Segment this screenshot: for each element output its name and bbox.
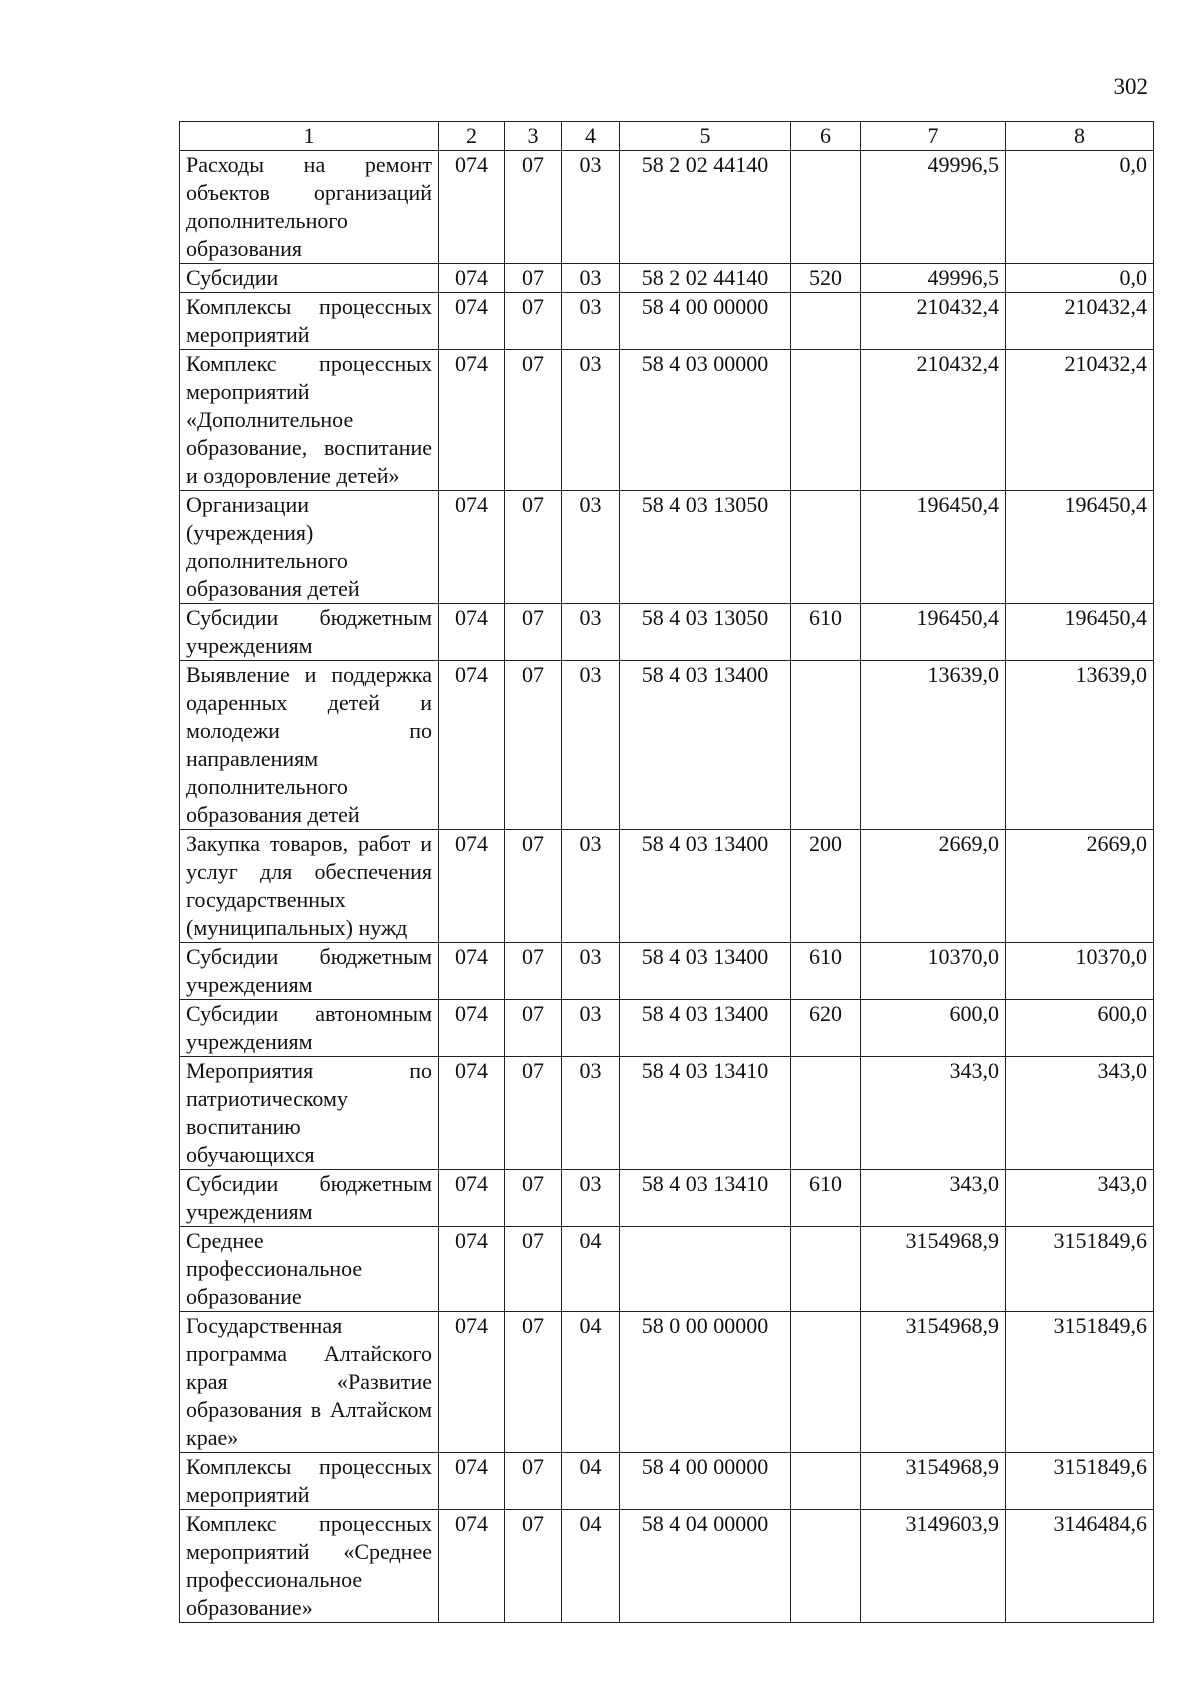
row-col-6 xyxy=(791,1057,861,1170)
row-col-6 xyxy=(791,1510,861,1623)
row-col-4: 03 xyxy=(562,943,620,1000)
row-col-5: 58 4 03 13400 xyxy=(620,1000,791,1057)
row-col-5 xyxy=(620,1227,791,1312)
table-row xyxy=(180,151,1154,264)
row-col-3: 07 xyxy=(505,661,562,830)
row-col-2: 074 xyxy=(439,830,505,943)
table-row xyxy=(180,830,1154,943)
row-col-5: 58 4 00 00000 xyxy=(620,1453,791,1510)
table-row xyxy=(180,1000,1154,1057)
row-col-7: 343,0 xyxy=(861,1057,1006,1170)
header-col-3: 3 xyxy=(505,122,562,151)
row-col-7: 196450,4 xyxy=(861,491,1006,604)
row-col-4: 03 xyxy=(562,1000,620,1057)
row-col-5: 58 2 02 44140 xyxy=(620,264,791,293)
row-col-2: 074 xyxy=(439,1057,505,1170)
row-col-5: 58 4 03 13410 xyxy=(620,1057,791,1170)
row-col-2: 074 xyxy=(439,1312,505,1453)
row-col-4: 03 xyxy=(562,661,620,830)
table-row xyxy=(180,491,1154,604)
row-col-3: 07 xyxy=(505,1057,562,1170)
row-col-7: 49996,5 xyxy=(861,151,1006,264)
header-col-6: 6 xyxy=(791,122,861,151)
row-col-8: 210432,4 xyxy=(1006,293,1154,350)
row-name: Государственная программа Алтайского края «Развитие образования в Алтайском крае» xyxy=(180,1312,439,1453)
row-col-5: 58 0 00 00000 xyxy=(620,1312,791,1453)
row-col-4: 04 xyxy=(562,1510,620,1623)
row-col-4: 04 xyxy=(562,1312,620,1453)
row-col-6 xyxy=(791,661,861,830)
row-col-3: 07 xyxy=(505,1170,562,1227)
row-col-8: 3146484,6 xyxy=(1006,1510,1154,1623)
row-name: Субсидии бюджетным учреждениям xyxy=(180,943,439,1000)
row-col-7: 3154968,9 xyxy=(861,1227,1006,1312)
row-col-7: 343,0 xyxy=(861,1170,1006,1227)
row-col-3: 07 xyxy=(505,604,562,661)
row-col-8: 210432,4 xyxy=(1006,350,1154,491)
row-col-3: 07 xyxy=(505,830,562,943)
row-col-8: 0,0 xyxy=(1006,151,1154,264)
row-col-3: 07 xyxy=(505,151,562,264)
row-name: Мероприятия по патриотическому воспитанию обучающихся xyxy=(180,1057,439,1170)
row-col-3: 07 xyxy=(505,1312,562,1453)
row-col-4: 03 xyxy=(562,264,620,293)
row-col-7: 10370,0 xyxy=(861,943,1006,1000)
row-col-8: 600,0 xyxy=(1006,1000,1154,1057)
row-name: Субсидии бюджетным учреждениям xyxy=(180,1170,439,1227)
row-col-7: 210432,4 xyxy=(861,350,1006,491)
row-col-2: 074 xyxy=(439,264,505,293)
row-col-7: 3154968,9 xyxy=(861,1453,1006,1510)
row-col-8: 196450,4 xyxy=(1006,491,1154,604)
row-col-6 xyxy=(791,1453,861,1510)
row-col-8: 3151849,6 xyxy=(1006,1227,1154,1312)
row-col-5: 58 4 03 13400 xyxy=(620,943,791,1000)
row-col-8: 343,0 xyxy=(1006,1057,1154,1170)
row-col-3: 07 xyxy=(505,491,562,604)
row-col-6: 200 xyxy=(791,830,861,943)
table-row xyxy=(180,1057,1154,1170)
table-row xyxy=(180,1227,1154,1312)
row-col-8: 3151849,6 xyxy=(1006,1312,1154,1453)
row-col-2: 074 xyxy=(439,1170,505,1227)
row-col-4: 03 xyxy=(562,350,620,491)
row-col-8: 13639,0 xyxy=(1006,661,1154,830)
row-col-8: 196450,4 xyxy=(1006,604,1154,661)
row-col-5: 58 4 00 00000 xyxy=(620,293,791,350)
row-col-2: 074 xyxy=(439,661,505,830)
row-col-3: 07 xyxy=(505,1510,562,1623)
row-col-8: 0,0 xyxy=(1006,264,1154,293)
header-col-8: 8 xyxy=(1006,122,1154,151)
row-col-2: 074 xyxy=(439,1453,505,1510)
row-col-5: 58 4 03 13400 xyxy=(620,830,791,943)
row-col-6 xyxy=(791,350,861,491)
row-col-4: 04 xyxy=(562,1453,620,1510)
row-name: Субсидии xyxy=(180,264,439,293)
row-col-5: 58 4 03 13410 xyxy=(620,1170,791,1227)
row-col-7: 49996,5 xyxy=(861,264,1006,293)
row-col-2: 074 xyxy=(439,350,505,491)
row-col-4: 04 xyxy=(562,1227,620,1312)
row-col-3: 07 xyxy=(505,293,562,350)
row-col-2: 074 xyxy=(439,1510,505,1623)
row-col-5: 58 4 03 00000 xyxy=(620,350,791,491)
row-col-4: 03 xyxy=(562,1057,620,1170)
row-name: Организации (учреждения) дополнительного образования детей xyxy=(180,491,439,604)
row-col-6 xyxy=(791,491,861,604)
row-col-6 xyxy=(791,293,861,350)
header-col-5: 5 xyxy=(620,122,791,151)
row-col-6: 610 xyxy=(791,604,861,661)
row-name: Комплекс процессных мероприятий «Среднее профессиональное образование» xyxy=(180,1510,439,1623)
row-col-3: 07 xyxy=(505,350,562,491)
row-col-7: 600,0 xyxy=(861,1000,1006,1057)
header-col-7: 7 xyxy=(861,122,1006,151)
table-row xyxy=(180,943,1154,1000)
row-col-2: 074 xyxy=(439,151,505,264)
row-col-8: 10370,0 xyxy=(1006,943,1154,1000)
table-row xyxy=(180,1170,1154,1227)
header-col-4: 4 xyxy=(562,122,620,151)
row-col-2: 074 xyxy=(439,491,505,604)
row-col-2: 074 xyxy=(439,1000,505,1057)
table-row xyxy=(180,604,1154,661)
table-row xyxy=(180,1510,1154,1623)
page-number: 302 xyxy=(1113,74,1148,99)
row-col-6 xyxy=(791,1312,861,1453)
row-col-6 xyxy=(791,1227,861,1312)
row-col-4: 03 xyxy=(562,293,620,350)
table-row xyxy=(180,661,1154,830)
row-col-2: 074 xyxy=(439,604,505,661)
budget-table xyxy=(179,121,1154,1623)
row-col-8: 2669,0 xyxy=(1006,830,1154,943)
row-col-6: 520 xyxy=(791,264,861,293)
row-col-5: 58 4 03 13050 xyxy=(620,491,791,604)
row-col-3: 07 xyxy=(505,1453,562,1510)
row-col-3: 07 xyxy=(505,1000,562,1057)
row-name: Комплексы процессных мероприятий xyxy=(180,1453,439,1510)
row-col-6: 620 xyxy=(791,1000,861,1057)
row-name: Субсидии автономным учреждениям xyxy=(180,1000,439,1057)
row-col-4: 03 xyxy=(562,1170,620,1227)
row-col-6: 610 xyxy=(791,943,861,1000)
row-col-7: 210432,4 xyxy=(861,293,1006,350)
row-col-2: 074 xyxy=(439,293,505,350)
header-col-2: 2 xyxy=(439,122,505,151)
row-col-3: 07 xyxy=(505,264,562,293)
row-col-3: 07 xyxy=(505,943,562,1000)
table-row xyxy=(180,350,1154,491)
row-col-4: 03 xyxy=(562,604,620,661)
row-col-4: 03 xyxy=(562,830,620,943)
row-col-4: 03 xyxy=(562,151,620,264)
table-row xyxy=(180,1312,1154,1453)
row-col-3: 07 xyxy=(505,1227,562,1312)
row-col-2: 074 xyxy=(439,943,505,1000)
row-col-7: 3154968,9 xyxy=(861,1312,1006,1453)
table-row xyxy=(180,293,1154,350)
row-col-8: 3151849,6 xyxy=(1006,1453,1154,1510)
row-name: Субсидии бюджетным учреждениям xyxy=(180,604,439,661)
row-col-7: 13639,0 xyxy=(861,661,1006,830)
row-col-5: 58 4 03 13400 xyxy=(620,661,791,830)
row-col-7: 196450,4 xyxy=(861,604,1006,661)
row-name: Расходы на ремонт объектов организаций дополнительного образования xyxy=(180,151,439,264)
row-col-6: 610 xyxy=(791,1170,861,1227)
row-col-2: 074 xyxy=(439,1227,505,1312)
row-col-8: 343,0 xyxy=(1006,1170,1154,1227)
table-body xyxy=(180,151,1154,1623)
row-name: Комплексы процессных мероприятий xyxy=(180,293,439,350)
row-name: Закупка товаров, работ и услуг для обеспечения государственных (муниципальных) нужд xyxy=(180,830,439,943)
row-col-5: 58 4 03 13050 xyxy=(620,604,791,661)
row-name: Выявление и поддержка одаренных детей и молодежи по направлениям дополнительного образования детей xyxy=(180,661,439,830)
row-col-5: 58 4 04 00000 xyxy=(620,1510,791,1623)
row-col-7: 3149603,9 xyxy=(861,1510,1006,1623)
header-row xyxy=(180,122,1154,151)
row-col-4: 03 xyxy=(562,491,620,604)
row-name: Комплекс процессных мероприятий «Дополнительное образование, воспитание и оздоровление детей» xyxy=(180,350,439,491)
table-header xyxy=(180,122,1154,151)
row-col-7: 2669,0 xyxy=(861,830,1006,943)
row-col-6 xyxy=(791,151,861,264)
table-row xyxy=(180,1453,1154,1510)
table-row xyxy=(180,264,1154,293)
header-col-1: 1 xyxy=(180,122,439,151)
row-name: Среднее профессиональное образование xyxy=(180,1227,439,1312)
row-col-5: 58 2 02 44140 xyxy=(620,151,791,264)
